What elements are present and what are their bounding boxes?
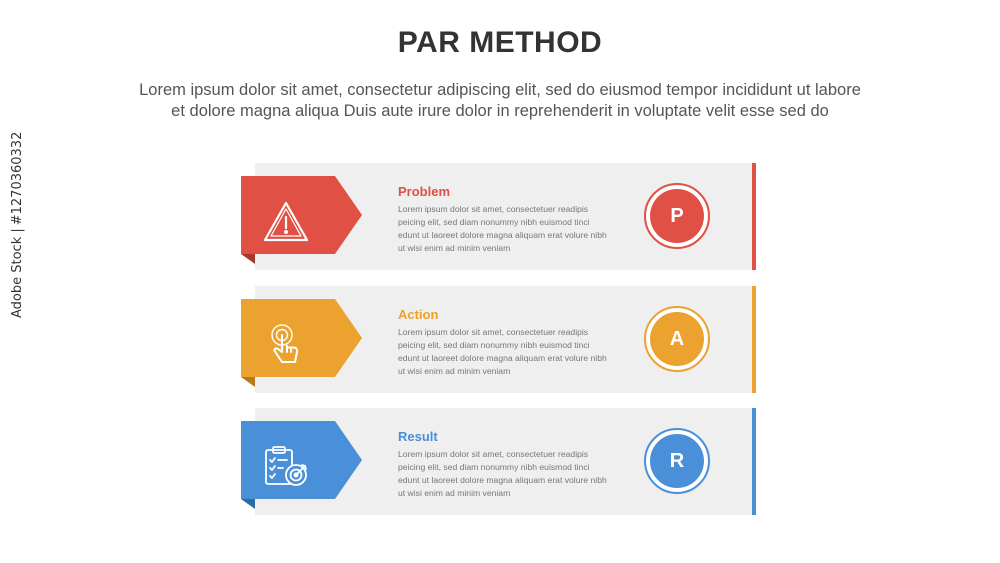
watermark-id: #1270360332 <box>10 131 25 226</box>
item-description: Lorem ipsum dolor sit amet, consectetuer readipis peicing elit, sed diam nonummy nibh euismod tinci edunt ut laoreet dolore magna aliquam erat volure nibh ut wisi enim ad minim veniam <box>398 449 607 498</box>
item-description: Lorem ipsum dolor sit amet, consectetuer readipis peicing elit, sed diam nonummy nibh euismod tinci edunt ut laoreet dolore magna aliquam erat volure nibh ut wisi enim ad minim veniam <box>398 327 607 376</box>
letter-badge <box>644 306 710 372</box>
row-accent-edge <box>752 408 756 515</box>
arrow-tag <box>241 299 362 387</box>
badge-letter: R <box>650 434 704 488</box>
item-description: Lorem ipsum dolor sit amet, consectetuer readipis peicing elit, sed diam nonummy nibh euismod tinci edunt ut laoreet dolore magna aliquam erat volure nibh ut wisi enim ad minim veniam <box>398 204 607 253</box>
stock-watermark <box>10 132 25 318</box>
letter-badge <box>644 428 710 494</box>
row-accent-edge <box>752 286 756 393</box>
item-heading: Action <box>398 307 439 322</box>
clipboard-target-icon <box>261 444 311 490</box>
warning-triangle-icon <box>261 199 311 245</box>
par-row-action <box>241 286 761 393</box>
page-subtitle <box>40 80 960 122</box>
arrow-tag <box>241 176 362 264</box>
badge-letter: P <box>650 189 704 243</box>
badge-letter: A <box>650 312 704 366</box>
hand-pointer-icon <box>261 322 311 368</box>
subtitle-line: Lorem ipsum dolor sit amet, consectetur adipiscing elit, sed do eiusmod tempor incididunt ut labore <box>139 81 861 99</box>
item-heading: Result <box>398 429 438 444</box>
arrow-tag <box>241 421 362 509</box>
par-row-problem <box>241 163 761 270</box>
page-title: PAR METHOD <box>397 26 603 59</box>
par-row-result <box>241 408 761 515</box>
subtitle-line: et dolore magna aliqua Duis aute irure dolor in reprehenderit in voluptate velit esse sed do <box>171 102 829 120</box>
row-accent-edge <box>752 163 756 270</box>
letter-badge <box>644 183 710 249</box>
item-heading: Problem <box>398 184 451 199</box>
watermark-brand: Adobe Stock | <box>10 228 25 318</box>
